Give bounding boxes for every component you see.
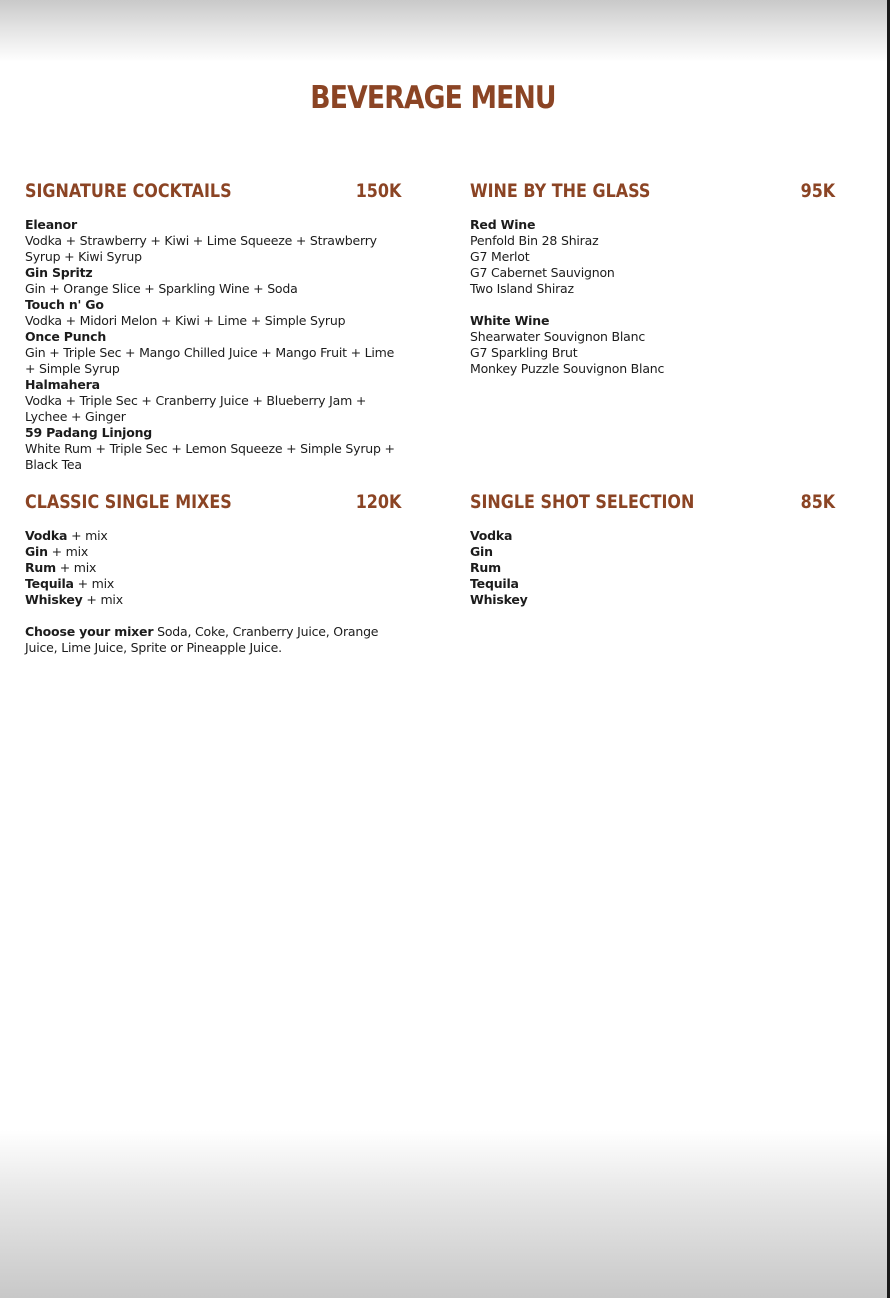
cocktail-desc: Gin + Orange Slice + Sparkling Wine + Soda bbox=[25, 281, 298, 296]
shot-item: Vodka bbox=[470, 528, 513, 543]
cocktail-desc: Vodka + Midori Melon + Kiwi + Lime + Simple Syrup bbox=[25, 313, 346, 328]
page-title: BEVERAGE MENU bbox=[310, 80, 556, 116]
section-price: 150K bbox=[355, 180, 401, 202]
spirit-name: Gin bbox=[25, 544, 48, 559]
wine-item: G7 Cabernet Sauvignon bbox=[470, 265, 615, 280]
cocktail-name: Gin Spritz bbox=[25, 265, 93, 280]
spirit-name: Whiskey bbox=[25, 592, 83, 607]
mix-list bbox=[25, 528, 401, 656]
spirit-name: Vodka bbox=[25, 528, 68, 543]
wine-item: G7 Merlot bbox=[470, 249, 530, 264]
mix-row bbox=[25, 592, 401, 608]
wine-item: Monkey Puzzle Souvignon Blanc bbox=[470, 361, 665, 376]
section-title: SINGLE SHOT SELECTION bbox=[470, 491, 695, 513]
wine-item: Shearwater Souvignon Blanc bbox=[470, 329, 646, 344]
mix-suffix: + mix bbox=[71, 528, 108, 543]
section-title: CLASSIC SINGLE MIXES bbox=[25, 491, 232, 513]
mix-suffix: + mix bbox=[59, 560, 97, 575]
signature-cocktails-section bbox=[25, 179, 401, 473]
mixer-options: Soda, Coke, Cranberry Juice, Orange Juice, Lime Juice, Sprite or Pineapple Juice. bbox=[25, 624, 379, 655]
wine-section bbox=[470, 179, 835, 377]
wine-header bbox=[470, 179, 835, 203]
top-shading bbox=[0, 0, 890, 62]
shot-item: Gin bbox=[470, 544, 493, 559]
shot-item: Rum bbox=[470, 560, 501, 575]
mix-row bbox=[25, 560, 401, 576]
shot-item: Whiskey bbox=[470, 592, 528, 607]
section-price: 120K bbox=[355, 491, 401, 513]
cocktail-name: Halmahera bbox=[25, 377, 100, 392]
cocktail-desc: Vodka + Strawberry + Kiwi + Lime Squeeze + Strawberry Syrup + Kiwi Syrup bbox=[25, 233, 377, 264]
mix-row bbox=[25, 544, 401, 560]
spirit-name: Rum bbox=[25, 560, 56, 575]
cocktail-name: Eleanor bbox=[25, 217, 77, 232]
cocktail-name: Touch n' Go bbox=[25, 297, 104, 312]
single-shot-header bbox=[470, 490, 835, 514]
mix-suffix: + mix bbox=[51, 544, 89, 559]
mix-row bbox=[25, 576, 401, 592]
mixer-note bbox=[25, 624, 401, 656]
classic-mixes-section bbox=[25, 490, 401, 656]
cocktail-desc: Gin + Triple Sec + Mango Chilled Juice + Mango Fruit + Lime + Simple Syrup bbox=[25, 345, 395, 376]
shot-item: Tequila bbox=[470, 576, 519, 591]
cocktail-list bbox=[25, 217, 401, 473]
cocktail-name: Once Punch bbox=[25, 329, 107, 344]
wine-category-label: Red Wine bbox=[470, 217, 536, 232]
single-shot-section bbox=[470, 490, 835, 608]
wine-list bbox=[470, 217, 835, 377]
classic-mixes-header bbox=[25, 490, 401, 514]
mix-suffix: + mix bbox=[86, 592, 123, 607]
section-title: SIGNATURE COCKTAILS bbox=[25, 180, 232, 202]
wine-item: Two Island Shiraz bbox=[470, 281, 574, 296]
cocktail-desc: Vodka + Triple Sec + Cranberry Juice + Blueberry Jam + Lychee + Ginger bbox=[25, 393, 367, 424]
mix-row bbox=[25, 528, 401, 544]
signature-cocktails-header bbox=[25, 179, 401, 203]
section-price: 85K bbox=[800, 491, 835, 513]
spirit-name: Tequila bbox=[25, 576, 74, 591]
section-price: 95K bbox=[800, 180, 835, 202]
mix-suffix: + mix bbox=[77, 576, 115, 591]
mixer-label: Choose your mixer bbox=[25, 624, 154, 639]
cocktail-desc: White Rum + Triple Sec + Lemon Squeeze + Simple Syrup + Black Tea bbox=[25, 441, 395, 472]
wine-category-label: White Wine bbox=[470, 313, 550, 328]
wine-item: G7 Sparkling Brut bbox=[470, 345, 578, 360]
wine-item: Penfold Bin 28 Shiraz bbox=[470, 233, 599, 248]
bottom-shading bbox=[0, 1130, 890, 1298]
shot-list bbox=[470, 528, 835, 608]
section-title: WINE BY THE GLASS bbox=[470, 180, 651, 202]
cocktail-name: 59 Padang Linjong bbox=[25, 425, 153, 440]
